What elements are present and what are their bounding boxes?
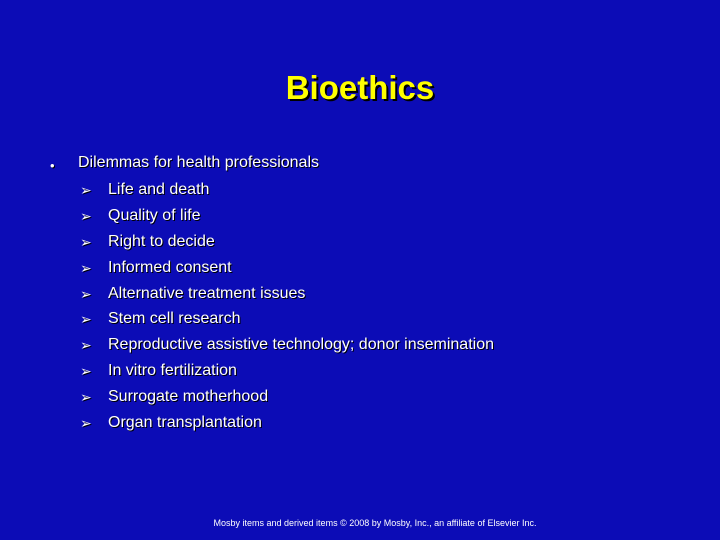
list-item	[80, 306, 680, 332]
arrow-bullet-icon: ➢	[80, 233, 92, 250]
list-item	[80, 410, 680, 436]
list-item-text: Alternative treatment issues	[108, 284, 306, 302]
sub-bullet-list	[80, 177, 680, 436]
copyright-footer: Mosby items and derived items © 2008 by Mosby, Inc., an affiliate of Elsevier Inc.	[213, 518, 537, 528]
list-item	[80, 384, 680, 410]
list-item-text: Right to decide	[108, 232, 215, 250]
arrow-bullet-icon: ➢	[80, 207, 92, 224]
arrow-bullet-icon: ➢	[80, 363, 92, 380]
main-bullet	[50, 152, 690, 178]
list-item	[80, 177, 680, 203]
list-item	[80, 255, 680, 281]
list-item-text: Stem cell research	[108, 310, 241, 328]
list-item-text: Reproductive assistive technology; donor insemination	[108, 336, 494, 354]
list-item	[80, 229, 680, 255]
main-bullet-text: Dilemmas for health professionals	[78, 154, 319, 171]
main-bullet-row	[50, 152, 690, 178]
arrow-bullet-icon: ➢	[80, 259, 92, 276]
scroll-bullet-icon: •	[50, 158, 55, 173]
list-item-text: Organ transplantation	[108, 413, 262, 431]
list-item-text: Surrogate motherhood	[108, 388, 269, 406]
arrow-bullet-icon: ➢	[80, 389, 92, 406]
arrow-bullet-icon: ➢	[80, 311, 92, 328]
list-item	[80, 281, 680, 307]
arrow-bullet-icon: ➢	[80, 337, 92, 354]
list-item	[80, 203, 680, 229]
list-item	[80, 358, 680, 384]
list-item-text: In vitro fertilization	[108, 362, 237, 380]
list-item-text: Informed consent	[108, 258, 232, 276]
arrow-bullet-icon: ➢	[80, 285, 92, 302]
arrow-bullet-icon: ➢	[80, 414, 92, 431]
arrow-bullet-icon: ➢	[80, 181, 92, 198]
slide-title: Bioethics	[285, 69, 435, 106]
list-item-text: Quality of life	[108, 206, 201, 224]
list-item	[80, 332, 680, 358]
list-item-text: Life and death	[108, 180, 210, 198]
